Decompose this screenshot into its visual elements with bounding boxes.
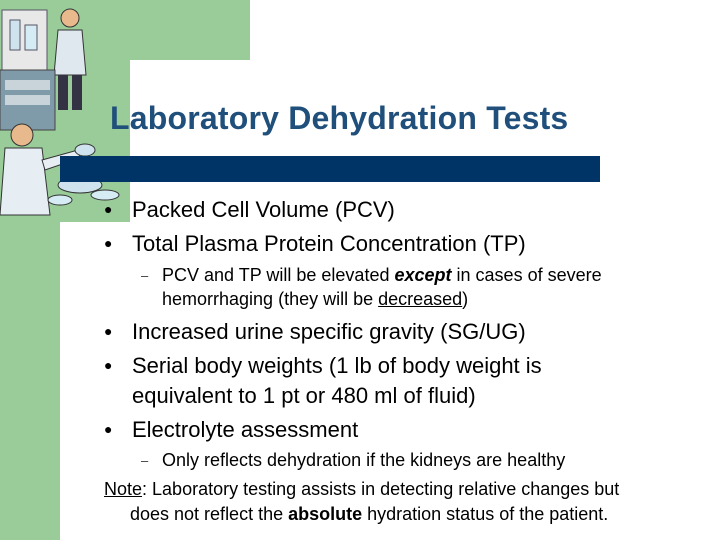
note-line2: does not reflect the absolute hydration status of the patient.	[130, 504, 609, 524]
bullet-pcv: Packed Cell Volume (PCV)	[132, 197, 395, 222]
bullet-dot: ●	[104, 235, 113, 251]
bullet-dot: ●	[104, 421, 113, 437]
sub-bullet-dash: –	[141, 268, 149, 283]
sub-bullet-dash: –	[141, 453, 149, 468]
bullet-dot: ●	[104, 201, 113, 217]
note-line1: Note: Laboratory testing assists in detecting relative changes but	[104, 479, 620, 499]
bullet-electrolyte-assessment: Electrolyte assessment	[132, 417, 359, 442]
bullet-urine-specific-gravity: Increased urine specific gravity (SG/UG)	[132, 319, 526, 344]
bullet-tp: Total Plasma Protein Concentration (TP)	[132, 231, 526, 256]
slide-title: Laboratory Dehydration Tests	[110, 100, 569, 136]
bullet-dot: ●	[104, 357, 113, 373]
bullet-serial-body-weights-line1: Serial body weights (1 lb of body weight is	[132, 353, 542, 378]
sub-bullet-kidneys-healthy: Only reflects dehydration if the kidneys are healthy	[162, 450, 566, 470]
bullet-dot: ●	[104, 323, 113, 339]
title-underline-bar	[60, 156, 600, 182]
sub-bullet-hemorrhaging-line: hemorrhaging (they will be decreased)	[162, 289, 469, 309]
bullet-serial-body-weights-line2: equivalent to 1 pt or 480 ml of fluid)	[132, 383, 476, 408]
sub-bullet-pcv-tp-elevated: PCV and TP will be elevated except in cases of severe	[162, 265, 602, 285]
